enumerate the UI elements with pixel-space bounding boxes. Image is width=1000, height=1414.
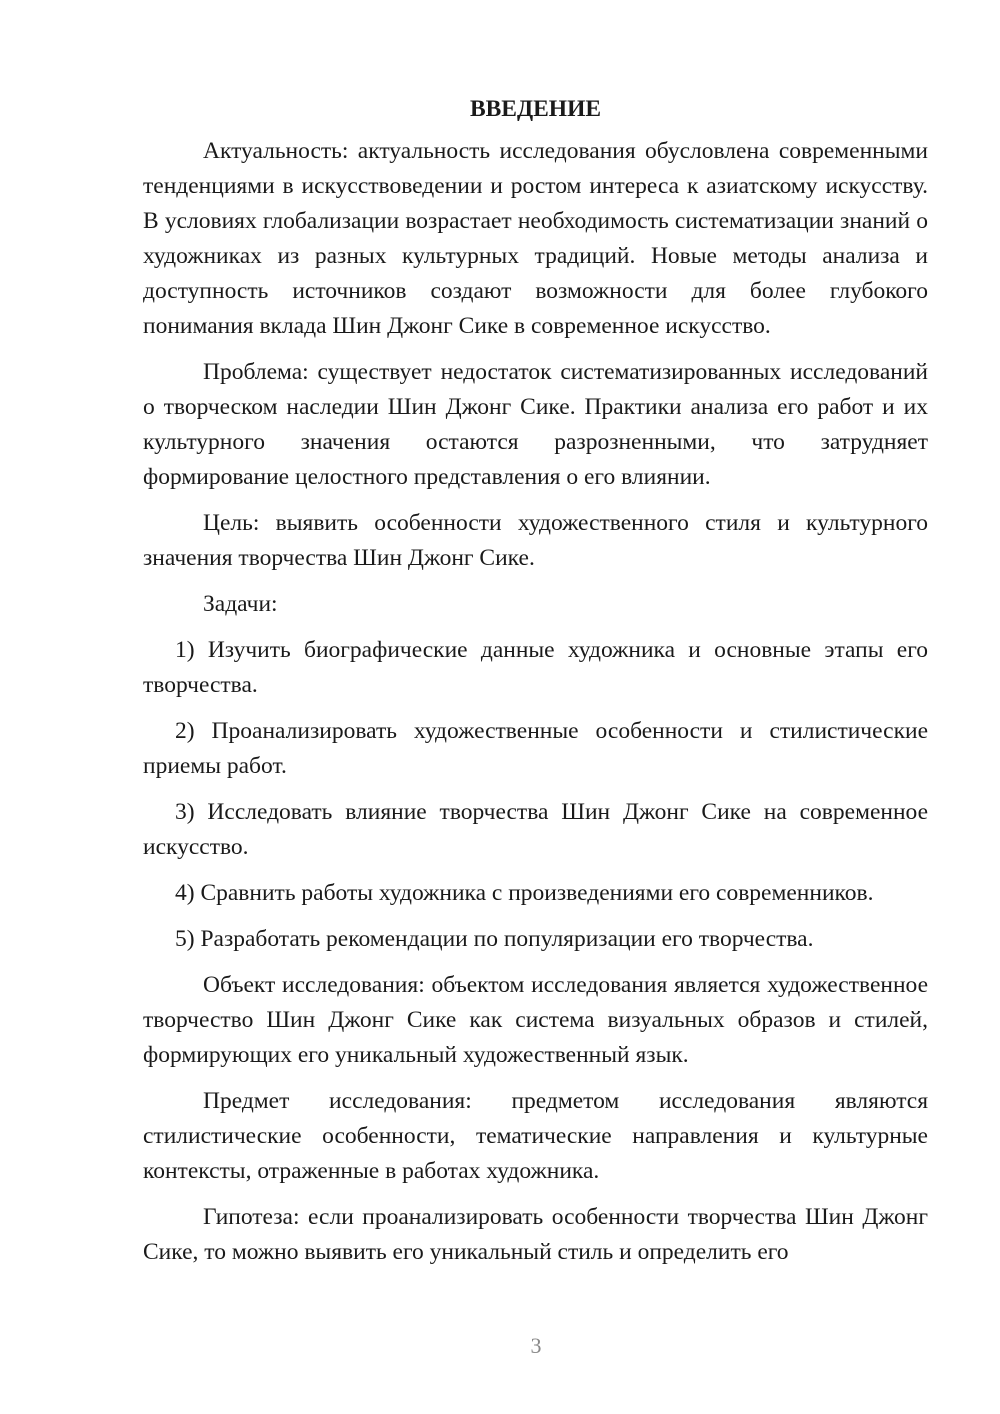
page-number: 3 <box>530 1333 542 1358</box>
relevance-paragraph: Актуальность: актуальность исследования обусловлена современными тенденциями в искусствоведении и ростом интереса к азиатскому искусству. В условиях глобализации возрастает необходимость систематизации знаний о художниках из разных культурных традиций. Новые методы анализа и доступность источников создают возможности для более глубокого понимания вклада Шин Джонг Сике в современное искусство. <box>143 138 928 339</box>
task-item-2: 2) Проанализировать художественные особенности и стилистические приемы работ. <box>143 718 928 779</box>
goal-paragraph: Цель: выявить особенности художественного стиля и культурного значения творчества Шин Джонг Сике. <box>143 510 928 571</box>
task-item-4: 4) Сравнить работы художника с произведениями его современников. <box>175 880 874 906</box>
task-item-3: 3) Исследовать влияние творчества Шин Джонг Сике на современное искусство. <box>143 799 928 860</box>
problem-paragraph: Проблема: существует недостаток систематизированных исследований о творческом наследии Шин Джонг Сике. Практики анализа его работ и их культурного значения остаются разрозненными, что затрудняет формирование целостного представления о его влиянии. <box>143 359 928 490</box>
hypothesis-paragraph: Гипотеза: если проанализировать особенности творчества Шин Джонг Сике, то можно выявить его уникальный стиль и определить его <box>143 1204 928 1265</box>
tasks-heading: Задачи: <box>203 591 278 617</box>
subject-paragraph: Предмет исследования: предметом исследования являются стилистические особенности, тематические направления и культурные контексты, отраженные в работах художника. <box>143 1088 928 1184</box>
task-item-1: 1) Изучить биографические данные художника и основные этапы его творчества. <box>143 637 928 698</box>
task-item-5: 5) Разработать рекомендации по популяризации его творчества. <box>175 926 814 952</box>
page-content <box>143 92 928 1281</box>
object-paragraph: Объект исследования: объектом исследования является художественное творчество Шин Джонг Сике как система визуальных образов и стилей, формирующих его уникальный художественный язык. <box>143 972 928 1068</box>
section-title: ВВЕДЕНИЕ <box>469 96 602 122</box>
